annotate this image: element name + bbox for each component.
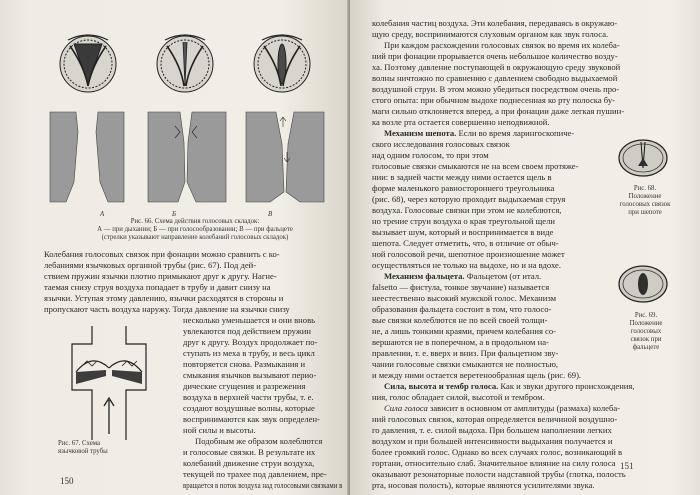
fig66-label-b: Б (172, 211, 177, 218)
larynx-view-falsetto (254, 35, 310, 92)
fig66-label-a: А (100, 211, 105, 218)
text-line: воздуха. Голосовые связки при этом не колеблются, (372, 205, 562, 215)
fig69-caption-line-5: фальцете (632, 344, 660, 351)
text-line: смыкания язычков вызывают перио- (183, 370, 317, 380)
text-line: го давления, т. е. силой выдоха. При большем наполнении легких (372, 425, 612, 435)
fig69-caption-line-4: связок при (630, 336, 662, 343)
text-fragment: Как и звуки другого происхождения, (500, 381, 635, 391)
text-line: ной силы и высоты. (183, 425, 256, 435)
text-line: Подобным же образом колеблются (195, 436, 323, 446)
heading-falsetto: Механизм фальцета. (384, 271, 465, 281)
text-line: пропускают часть воздуха наружу. Тогда давление на язычки снизу (44, 304, 290, 314)
section-phonation (148, 112, 226, 202)
text-line: (рис. 68), через которую проходит выдыхаемая струя (372, 194, 566, 204)
text-line: правлении, т. е. вверх и вниз. При фальцетном зву- (372, 348, 559, 358)
text-line: образования фальцета состоит в том, что голосо- (372, 304, 552, 314)
text-line: ступать из меха в трубу, и весь цикл (183, 348, 315, 358)
page-number-left: 150 (60, 476, 74, 486)
text-line: рта, носовая полость), которые являются усилителями звука. (372, 480, 595, 490)
text-line: колебаний движение струи воздуха, (183, 458, 315, 468)
text-line: ния, голос обладает силой, высотой и тембром. (372, 392, 545, 402)
italic-lead: Сила голоса (384, 403, 428, 413)
fig67-caption-line-1: Рис. 67. Схема (58, 440, 101, 447)
text-line: воздуха в верхней части трубы, т. е. (183, 392, 314, 402)
fig69-caption-line-2: Положение (629, 320, 663, 327)
text-line: вершаются не в поперечном, а в продольном на- (372, 337, 549, 347)
text-line: стого опыта: при обычном выдохе поднесенная ко рту полоска бу- (372, 95, 616, 105)
text-line: и между ними остается веретенообразная щель (рис. 69). (372, 370, 582, 380)
text-line: ний при фонации прорывается очень небольшое количество возду- (372, 51, 618, 61)
text-line: форме маленького равностороннего треугольника (372, 183, 555, 193)
text-line: друг к другу. Воздух продолжает по- (183, 337, 318, 347)
text-line: более громкий голос. Однако во всех случаях голос, возникающий в (372, 447, 623, 457)
text-fragment: Фальцетом (от итал. (466, 271, 542, 281)
figure-66 (40, 32, 330, 212)
text-line: лебаниями язычковых органной трубы (рис. 67). Под дей- (44, 260, 257, 270)
section-breathing (50, 112, 124, 202)
text-line: ка возле рта остается совершенно неподвижной. (372, 117, 550, 127)
page-number-right: 151 (620, 461, 634, 471)
text-line: ствием пружин язычки плотно примыкают друг к другу. Нагне- (44, 271, 277, 281)
text-line: гортани, относительно слаб. Значительное влияние на силу голоса (372, 458, 616, 468)
text-line: и голосовые связки. В результате их (183, 447, 316, 457)
text-line: ха. Поэтому давление поступающей в окружающую среду звуковой (372, 62, 621, 72)
text-line (384, 128, 574, 139)
heading-strength: Сила, высота и тембр голоса. (384, 381, 499, 391)
heading-whisper: Механизм шепота. (384, 128, 457, 138)
figure-69 (616, 262, 670, 306)
text-line: ний голосовых связок, которая определяется величиной воздушно- (372, 414, 618, 424)
text-line: щую среду, воспринимаются слуховым органом как звук голоса. (372, 29, 609, 39)
larynx-view-breathing (60, 35, 116, 92)
fig66-caption-line-2: А — при дыхании; Б — при голосообразовании; В — при фальцете (97, 226, 293, 233)
section-falsetto (246, 112, 324, 202)
text-line: дические сгущения и разрежения (183, 381, 306, 391)
text-line: воспринимаются как звук определен- (183, 414, 320, 424)
text-line: вые связки колеблются не по всей своей толщи- (372, 315, 548, 325)
text-line: ной голосовой речи, шепотное произношение может (372, 249, 565, 259)
fig69-caption-line-3: голосовых (630, 328, 662, 335)
figure-67 (62, 326, 162, 444)
fig66-caption-line-1: Рис. 66. Схема действия голосовых складок: (130, 218, 260, 225)
text-line: таемая снизу струя воздуха попадает в трубу и давит снизу на (44, 282, 271, 292)
text-line: повторяется снова. Размыкания и (183, 359, 306, 369)
text-line: чании голосовые связки смыкаются не полностью, (372, 359, 559, 369)
text-line: маги сильно отклоняется вперед, а при фонации даже легкая пушин- (372, 106, 625, 116)
text-line: голосовые связки смыкаются не на всем своем протяже- (372, 161, 579, 171)
text-line: шепота. Следует отметить, что, в отличие от обыч- (372, 238, 559, 248)
text-line: При каждом расхождении голосовых связок во время их колеба- (384, 40, 620, 50)
text-fragment: вращается в поток воздуха (183, 480, 261, 490)
text-line: воздухом и при большей интенсивности выдыхания получается и (372, 436, 613, 446)
text-line (384, 403, 620, 414)
fig67-caption-line-2: язычковой трубы (58, 448, 108, 455)
text-line: над одним голосом, то при этом (372, 150, 489, 160)
text-line: falsetto — фистула, тонкое звучание) называется (372, 282, 550, 292)
text-line: волны ничтожно по сравнению с давлением свободно выдыхаемой (372, 73, 618, 83)
fig66-label-c: В (268, 211, 273, 218)
text-line: но трение струи воздуха о края треугольной щели (372, 216, 555, 226)
text-line (384, 271, 541, 282)
text-line: воздушной струи. В этом можно убедиться посредством очень про- (372, 84, 620, 94)
text-line: вызывает шум, который и воспринимается в виде (372, 227, 554, 237)
text-fragment: Если во время ларингоскопиче- (458, 128, 575, 138)
text-line: осуществляться не только на выдохе, но и на вдохе. (372, 260, 562, 270)
fig69-caption-line-1: Рис. 69. (634, 312, 658, 319)
right-page (350, 0, 700, 495)
text-line: несколько уменьшается и они вновь (183, 315, 316, 325)
text-line (384, 381, 635, 392)
text-fragment: над голосовыми связками в (262, 480, 343, 490)
text-line: увлекаются под действием пружин (183, 326, 311, 336)
fig68-caption-line-1: Рис. 68. (633, 185, 657, 192)
text-line: колебания частиц воздуха. Эти колебания, передаваясь в окружаю- (372, 18, 618, 28)
text-line: не, а лишь тонкими краями, причем колебания со- (372, 326, 557, 336)
text-line: неестественно высокий мужской голос. Механизм (372, 293, 557, 303)
fig66-caption-line-3: (стрелки указывают направление колебаний голосовых складок) (101, 234, 289, 241)
fig68-caption-line-3: голосовых связок (619, 201, 671, 208)
text-line: оказывают резонаторные полости надставной трубы (глотка, полость (372, 469, 626, 479)
text-line: ского исследования голосовых связок (372, 139, 510, 149)
text-line: язычки. Уступая этому давлению, язычки расходятся в стороны и (44, 293, 284, 303)
text-line: нии: в задней части между ними остается щель в (372, 172, 552, 182)
text-line: текущей по трахее под давлением, пре- (183, 469, 327, 479)
larynx-view-phonation (157, 35, 213, 92)
text-line (183, 480, 342, 491)
figure-68 (616, 136, 670, 180)
text-line: создают воздушные волны, которые (183, 403, 315, 413)
fig68-caption-line-4: при шепоте (628, 209, 662, 216)
text-line: Колебания голосовых связок при фонации можно сравнить с ко- (44, 249, 280, 259)
fig68-caption-line-2: Положение (628, 193, 662, 200)
text-fragment: зависит в основном от амплитуды (размаха) колеба- (429, 403, 620, 413)
